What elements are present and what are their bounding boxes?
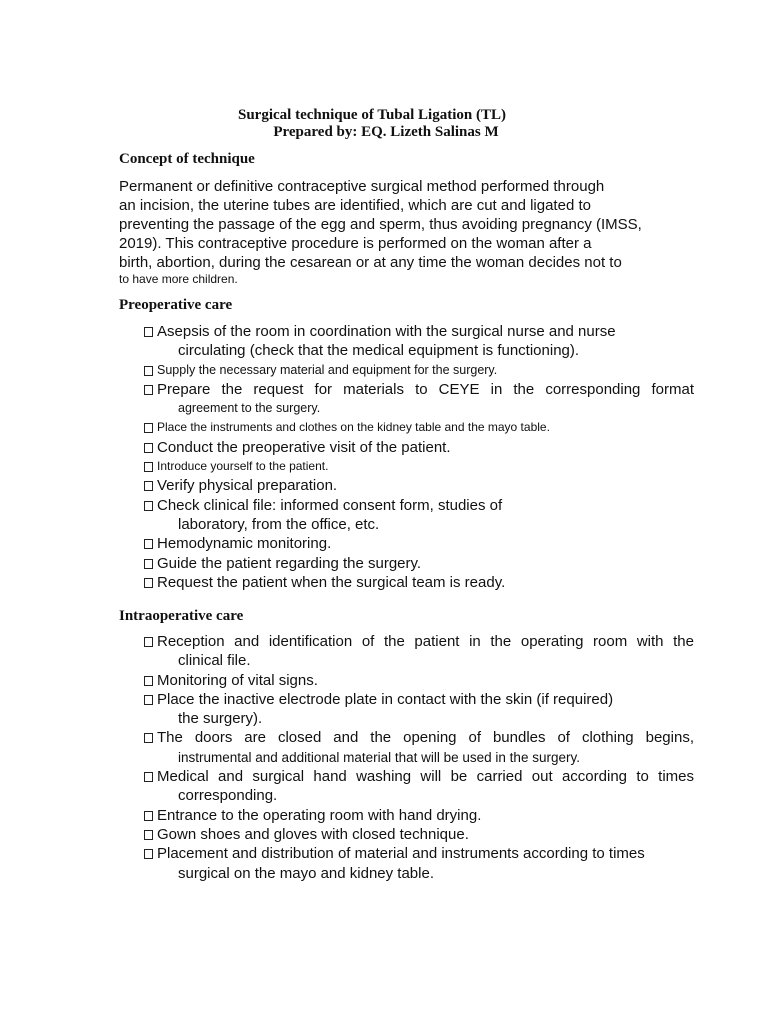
- list-item: Reception and identification of the patient in the operating room with the clinical file.: [144, 632, 694, 671]
- checkbox-icon: [144, 539, 153, 549]
- list-item: Conduct the preoperative visit of the patient.: [144, 438, 694, 457]
- concept-line: birth, abortion, during the cesarean or at any time the woman decides not to: [119, 254, 622, 271]
- checkbox-icon: [144, 849, 153, 859]
- list-item: Check clinical file: informed consent form, studies of laboratory, from the office, etc.: [144, 496, 694, 535]
- list-item: Placement and distribution of material and instruments according to times surgical on the mayo and kidney table.: [144, 844, 694, 883]
- concept-paragraph: [119, 177, 679, 286]
- document-title: Surgical technique of Tubal Ligation (TL): [238, 107, 506, 123]
- checkbox-icon: [144, 637, 153, 647]
- checkbox-icon: [144, 443, 153, 453]
- list-item: Place the inactive electrode plate in contact with the skin (if required) the surgery).: [144, 690, 694, 729]
- list-item: Gown shoes and gloves with closed technique.: [144, 825, 694, 844]
- list-item: Supply the necessary material and equipment for the surgery.: [144, 361, 694, 380]
- concept-heading: Concept of technique: [119, 151, 255, 167]
- checkbox-icon: [144, 811, 153, 821]
- list-item: Monitoring of vital signs.: [144, 671, 694, 690]
- intraoperative-list: [144, 632, 694, 883]
- list-item: Place the instruments and clothes on the kidney table and the mayo table.: [144, 418, 694, 437]
- list-item: The doors are closed and the opening of bundles of clothing begins, instrumental and additional material that will be used in the surgery.: [144, 728, 694, 767]
- checkbox-icon: [144, 733, 153, 743]
- checkbox-icon: [144, 578, 153, 588]
- checkbox-icon: [144, 695, 153, 705]
- checkbox-icon: [144, 830, 153, 840]
- checkbox-icon: [144, 366, 153, 376]
- list-item: Request the patient when the surgical team is ready.: [144, 573, 694, 592]
- list-item: Entrance to the operating room with hand drying.: [144, 806, 694, 825]
- concept-line: an incision, the uterine tubes are identified, which are cut and ligated to: [119, 197, 591, 214]
- concept-line: to have more children.: [119, 272, 238, 286]
- list-item: Guide the patient regarding the surgery.: [144, 554, 694, 573]
- checkbox-icon: [144, 559, 153, 569]
- list-item: Introduce yourself to the patient.: [144, 457, 694, 476]
- concept-line: preventing the passage of the egg and sperm, thus avoiding pregnancy (IMSS,: [119, 216, 642, 233]
- checkbox-icon: [144, 327, 153, 337]
- list-item: Asepsis of the room in coordination with the surgical nurse and nurse circulating (check that the medical equipment is functioning).: [144, 322, 694, 361]
- concept-line: Permanent or definitive contraceptive surgical method performed through: [119, 178, 605, 195]
- checkbox-icon: [144, 423, 153, 433]
- preoperative-list: [144, 322, 694, 592]
- checkbox-icon: [144, 676, 153, 686]
- checkbox-icon: [144, 501, 153, 511]
- list-item: Hemodynamic monitoring.: [144, 534, 694, 553]
- list-item: Medical and surgical hand washing will be carried out according to times corresponding.: [144, 767, 694, 806]
- checkbox-icon: [144, 462, 153, 472]
- checkbox-icon: [144, 481, 153, 491]
- list-item: Prepare the request for materials to CEYE in the corresponding format agreement to the surgery.: [144, 380, 694, 419]
- intraoperative-heading: Intraoperative care: [119, 608, 244, 624]
- preoperative-heading: Preoperative care: [119, 297, 233, 313]
- checkbox-icon: [144, 772, 153, 782]
- document-author: Prepared by: EQ. Lizeth Salinas M: [273, 124, 499, 140]
- checkbox-icon: [144, 385, 153, 395]
- concept-line: 2019). This contraceptive procedure is performed on the woman after a: [119, 235, 592, 252]
- list-item: Verify physical preparation.: [144, 476, 694, 495]
